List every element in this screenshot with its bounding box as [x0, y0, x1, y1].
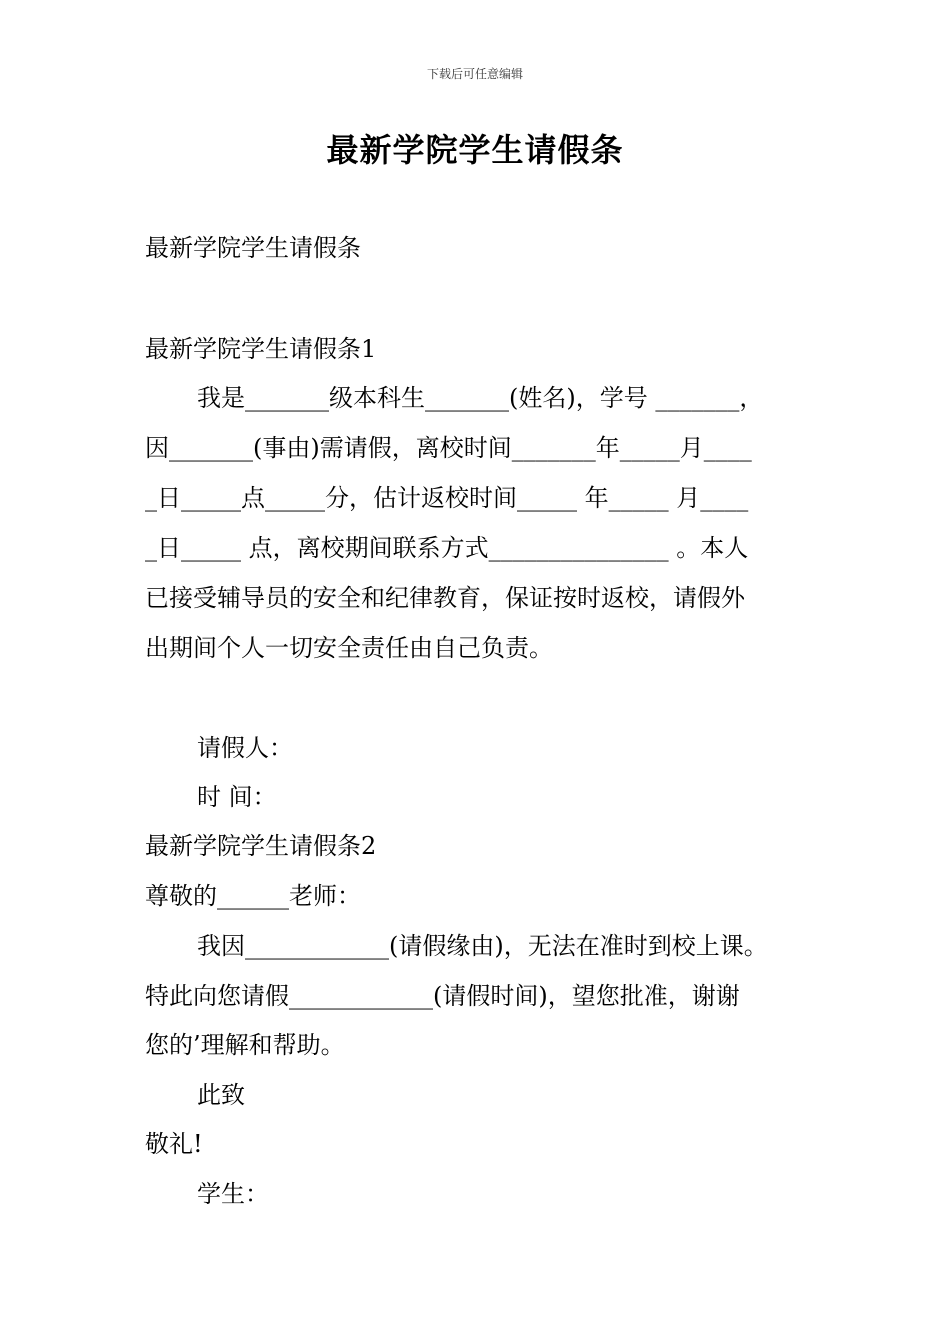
section2-closing-ci-zhi: 此致	[197, 1081, 245, 1109]
section1-time-label: 时 间：	[197, 783, 277, 811]
document-title: 最新学院学生请假条	[326, 131, 624, 169]
section2-closing-jing-li: 敬礼!	[145, 1130, 203, 1158]
section2-student-label: 学生：	[197, 1180, 269, 1208]
section1-paragraph-line: _日_____ 点，离校期间联系方式_______________ 。本人	[145, 534, 749, 562]
section2-heading: 最新学院学生请假条2	[145, 832, 377, 860]
section1-applicant-label: 请假人：	[197, 734, 293, 762]
section2-salutation: 尊敬的______老师：	[145, 882, 361, 910]
section2-paragraph-line: 我因____________(请假缘由)，无法在准时到校上课。	[197, 932, 768, 960]
section1-paragraph-line: 我是_______级本科生_______(姓名)，学号 _______，	[197, 384, 764, 412]
section2-paragraph-line: 您的’理解和帮助。	[145, 1031, 345, 1059]
section1-paragraph-line: 出期间个人一切安全责任由自己负责。	[145, 634, 553, 662]
document-subtitle: 最新学院学生请假条	[145, 234, 361, 262]
section1-paragraph-line: _日_____点_____分，估计返校时间_____ 年_____ 月____	[145, 484, 749, 512]
section1-paragraph-line: 因_______(事由)需请假，离校时间_______年_____月____	[145, 434, 752, 462]
header-note: 下载后可任意编辑	[426, 67, 523, 81]
section2-paragraph-line: 特此向您请假____________(请假时间)，望您批准，谢谢	[145, 982, 740, 1010]
section1-paragraph-line: 已接受辅导员的安全和纪律教育，保证按时返校，请假外	[145, 584, 745, 612]
section1-heading: 最新学院学生请假条1	[145, 335, 377, 363]
